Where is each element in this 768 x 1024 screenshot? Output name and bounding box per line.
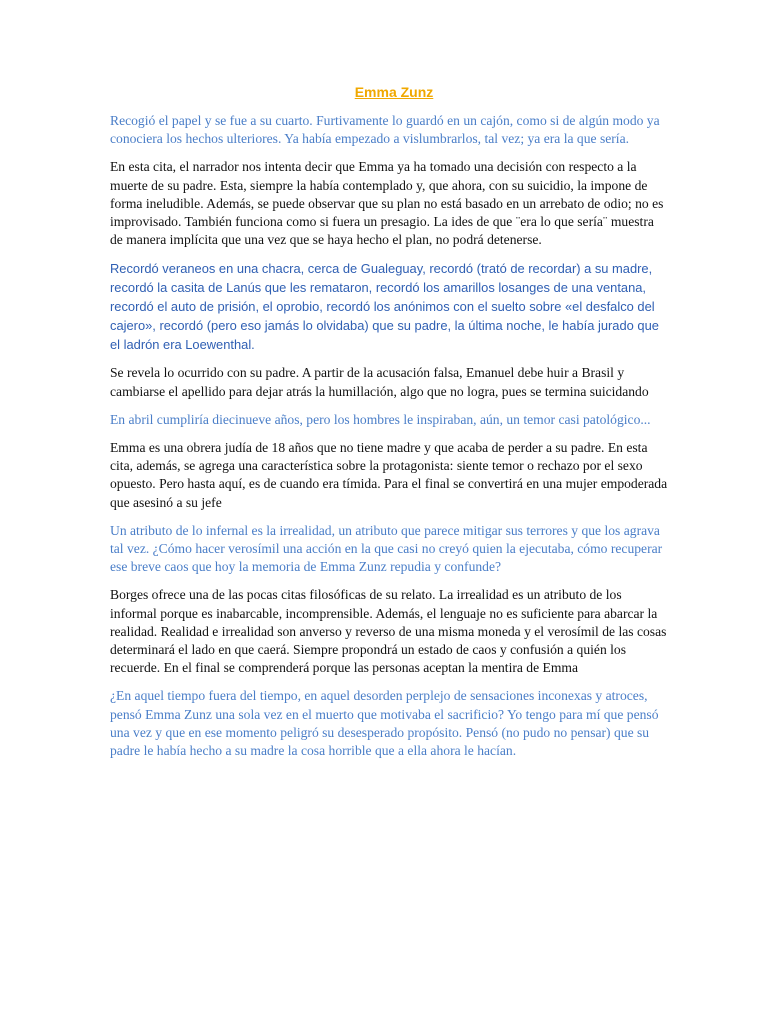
quote-paragraph: Un atributo de lo infernal es la irrealidad, un atributo que parece mitigar sus terrores y que los agrava tal vez. ¿Cómo hacer verosímil una acción en la que casi no creyó quien la ejecutaba, cómo recuperar ese breve caos que hoy la memoria de Emma Zunz repudia y confunde?: [110, 522, 663, 575]
document-title: Emma Zunz: [354, 84, 434, 100]
commentary-paragraph: Se revela lo ocurrido con su padre. A partir de la acusación falsa, Emanuel debe huir a Brasil y cambiarse el apellido para dejar atrás la humillación, algo que no logra, pues se termina suicidando: [110, 365, 649, 399]
commentary-paragraph: En esta cita, el narrador nos intenta decir que Emma ya ha tomado una decisión con respecto a la muerte de su padre. Esta, siempre la había contemplado y, que ahora, con su suicidio, la impone de forma ineludible. Además, se puede observar que su plan no está basado en un arrebato de odio; no es improvisado. También funciona como si fuera un presagio. La ides de que ¨era lo que sería¨ muestra de manera implícita que una vez que se haya hecho el plan, no podrá detenerse.: [110, 159, 664, 248]
commentary-paragraph: Borges ofrece una de las pocas citas filosóficas de su relato. La irrealidad es un atributo de los informal porque es inabarcable, incomprensible. Además, el lenguaje no es suficiente para abarcar la realidad. Realidad e irrealidad son anverso y reverso de una misma moneda y el verosímil de las cosas determinará el lado en que caerá. Siempre propondrá un estado de caos y confusión a quién los recuerde. En el final se comprenderá porque las personas aceptan la mentira de Emma: [110, 587, 667, 676]
commentary-paragraph: Emma es una obrera judía de 18 años que no tiene madre y que acaba de perder a su padre. En esta cita, además, se agrega una característica sobre la protagonista: siente temor o rechazo por el sexo opuesto. Pero hasta aquí, es de cuando era tímida. Para el final se convertirá en una mujer empoderada que asesinó a su jefe: [110, 440, 668, 510]
quote-paragraph: Recordó veraneos en una chacra, cerca de Gualeguay, recordó (trató de recordar) a su madre, recordó la casita de Lanús que les remataron, recordó los amarillos losanges de una ventana, recordó el auto de prisión, el oprobio, recordó los anónimos con el suelto sobre «el desfalco del cajero», recordó (pero eso jamás lo olvidaba) que su padre, la última noche, le había jurado que el ladrón era Loewenthal.: [110, 261, 659, 353]
quote-paragraph: Recogió el papel y se fue a su cuarto. Furtivamente lo guardó en un cajón, como si de algún modo ya conociera los hechos ulteriores. Ya había empezado a vislumbrarlos, tal vez; ya era la que sería.: [110, 113, 660, 147]
quote-paragraph: En abril cumpliría diecinueve años, pero los hombres le inspiraban, aún, un temor casi patológico...: [110, 411, 651, 427]
quote-paragraph: ¿En aquel tiempo fuera del tiempo, en aquel desorden perplejo de sensaciones inconexas y atroces, pensó Emma Zunz una sola vez en el muerto que motivaba el sacrificio? Yo tengo para mí que pensó una vez y que en ese momento peligró su desesperado propósito. Pensó (no pudo no pensar) que su padre le había hecho a su madre la cosa horrible que a ella ahora le hacían.: [110, 688, 659, 759]
